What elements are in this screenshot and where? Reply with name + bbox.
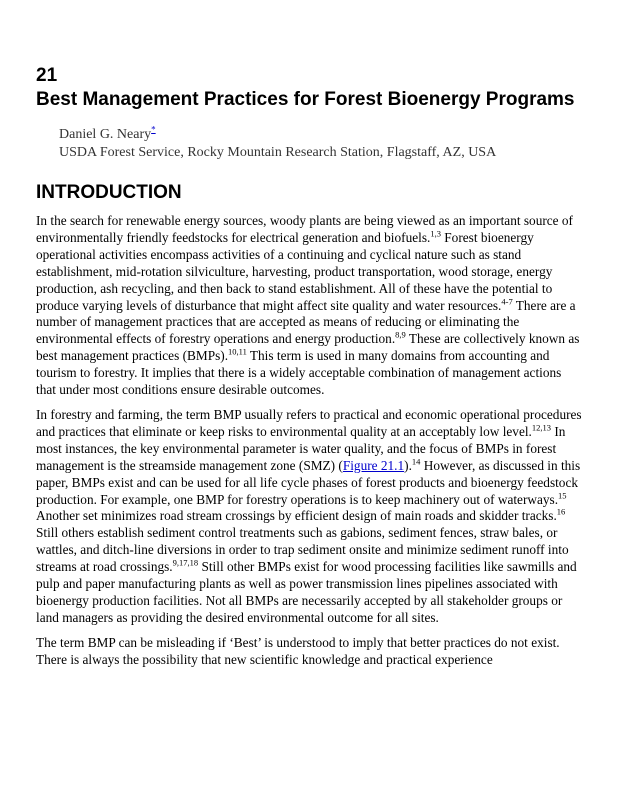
citation: 1,3 xyxy=(430,228,441,239)
document-page xyxy=(36,64,584,677)
author-line xyxy=(59,126,584,144)
citation: 15 xyxy=(558,490,567,501)
citation: 9,17,18 xyxy=(172,557,199,568)
author-name: Daniel G. Neary xyxy=(59,127,152,142)
text-run: These are collectively known as best management practices (BMPs). xyxy=(36,331,580,364)
text-run: In forestry and farming, the term BMP usually refers to practical and economic operational procedures and practices that eliminate or keep risks to environmental quality at an acceptably low level. xyxy=(36,406,582,439)
text-run: There are a number of management practices that are accepted as means of reducing or eliminating the environmental effects of forestry operations and energy production. xyxy=(36,297,576,347)
text-run: Still other BMPs exist for wood processing facilities like sawmills and pulp and paper manufacturing plants as well as power transmission lines pipelines associated with bioenergy production facilities. Not all BMPs are necessarily accepted by all stakeholder groups or land managers as providing the desired environmental outcome for all sites. xyxy=(36,559,577,625)
text-run: However, as discussed in this paper, BMPs exist and can be used for all life cycle phases of forest products and bioenergy feedstock production. For example, one BMP for forestry operations is to keep machinery out of waterways. xyxy=(36,457,581,507)
paragraph-1 xyxy=(36,213,584,399)
text-run: The term BMP can be misleading if ‘Best’ is understood to imply that better practices do not exist. There is always the possibility that new scientific knowledge and practical experience xyxy=(36,634,560,667)
citation: 16 xyxy=(556,506,566,517)
author-footnote-link[interactable]: * xyxy=(151,124,156,135)
text-run: This term is used in many domains from accounting and tourism to forestry. It implies that there is a widely acceptable combination of management actions that under most conditions ensure desirable outcomes. xyxy=(36,348,562,398)
chapter-number: 21 xyxy=(36,65,58,86)
citation: 14 xyxy=(411,456,421,467)
author-block xyxy=(59,126,584,162)
text-run: In the search for renewable energy sources, woody plants are being viewed as an important source of environmentally friendly feedstocks for electrical generation and biofuels. xyxy=(36,213,573,245)
paragraph-3 xyxy=(36,635,584,669)
citation: 8,9 xyxy=(395,329,406,340)
text-run: Still others establish sediment control treatments such as gabions, sediment fences, straw bales, or wattles, and ditch-line diversions in order to trap sediment onsite and minimize sediment runoff into streams at road crossings. xyxy=(36,525,569,575)
citation: 12,13 xyxy=(531,422,551,433)
paragraph-2 xyxy=(36,407,584,627)
figure-21-1-link[interactable]: Figure 21.1 xyxy=(342,457,405,473)
citation: 4-7 xyxy=(501,296,513,307)
citation: 10,11 xyxy=(228,346,247,357)
text-run: ). xyxy=(404,457,412,473)
text-run: In most instances, the key environmental parameter is water quality, and the focus of BMPs in forest management is the streamside management zone (SMZ) ( xyxy=(36,423,566,473)
text-run: Another set minimizes road stream crossings by efficient design of main roads and skidder tracks. xyxy=(36,508,557,524)
chapter-title: Best Management Practices for Forest Bioenergy Programs xyxy=(36,89,575,110)
author-affiliation: USDA Forest Service, Rocky Mountain Research Station, Flagstaff, AZ, USA xyxy=(59,145,497,160)
text-run: Forest bioenergy operational activities encompass activities of a continuing and cyclical nature such as stand establishment, mid-rotation silviculture, harvesting, product transportation, wood storage, energy production, ash recycling, and then back to stand establishment. All of these have the potential to produce varying levels of disturbance that might affect site quality and water resources. xyxy=(36,229,553,313)
section-heading: INTRODUCTION xyxy=(36,182,182,203)
